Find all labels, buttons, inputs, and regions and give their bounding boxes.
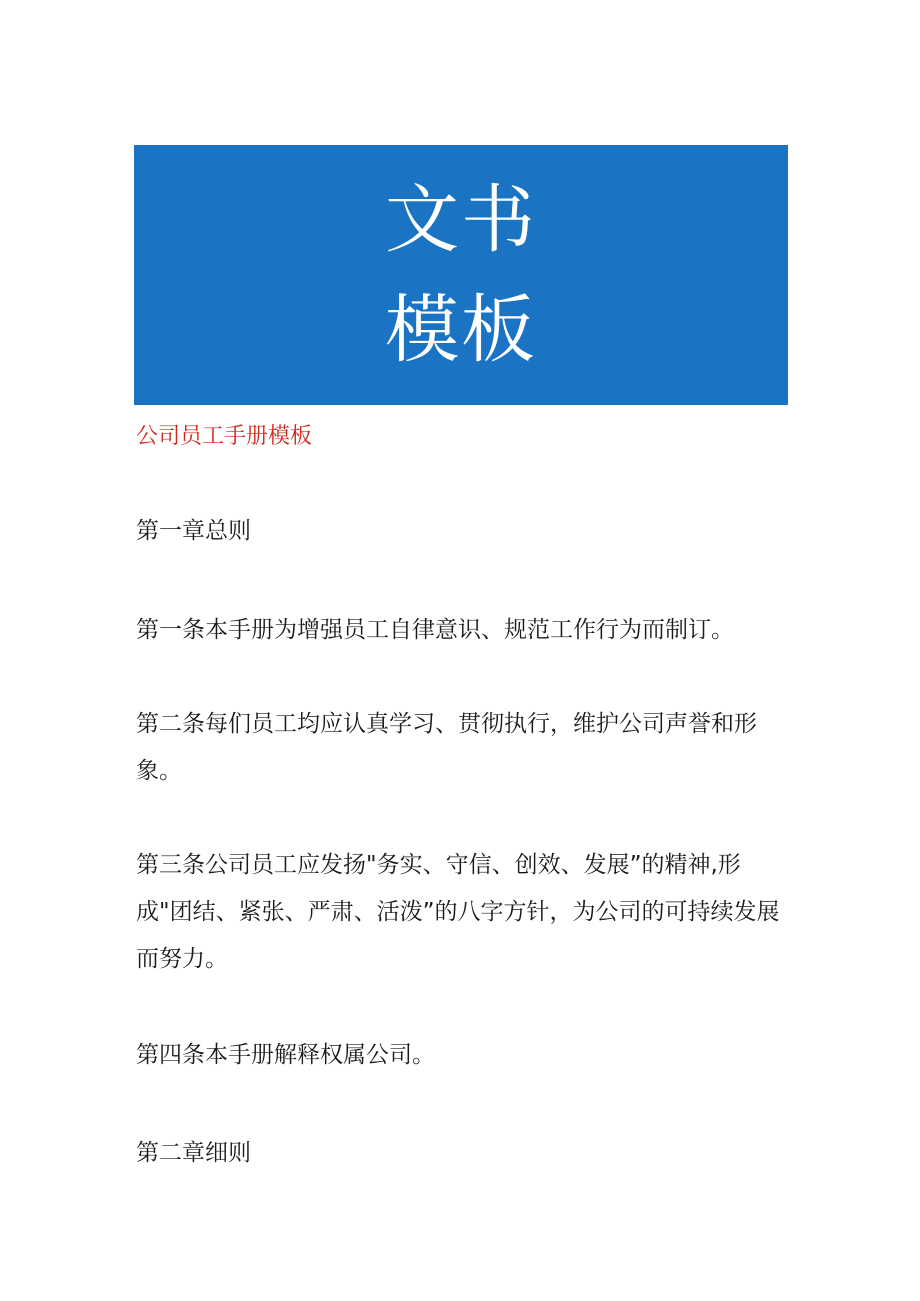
chapter-heading-1: 第一章总则 [136,518,251,544]
article-4: 第四条本手册解释权属公司。 [136,1042,435,1068]
article-2: 第二条每们员工均应认真学习、贯彻执行，维护公司声誉和形象。 [136,711,757,784]
cover-title-line-1: 文书 [385,177,537,263]
article-1: 第一条本手册为增强员工自律意识、规范工作行为而制订。 [136,617,734,643]
cover-title-line-2: 模板 [385,287,537,373]
chapter-heading-2: 第二章细则 [136,1140,251,1166]
article-3: 第三条公司员工应发扬"务实、守信、创效、发展”的精神,形成"团结、紧张、严肃、活泼”的八字方针，为公司的可持续发展而努力。 [136,852,780,972]
document-title: 公司员工手册模板 [136,424,313,449]
cover-banner [134,145,788,405]
